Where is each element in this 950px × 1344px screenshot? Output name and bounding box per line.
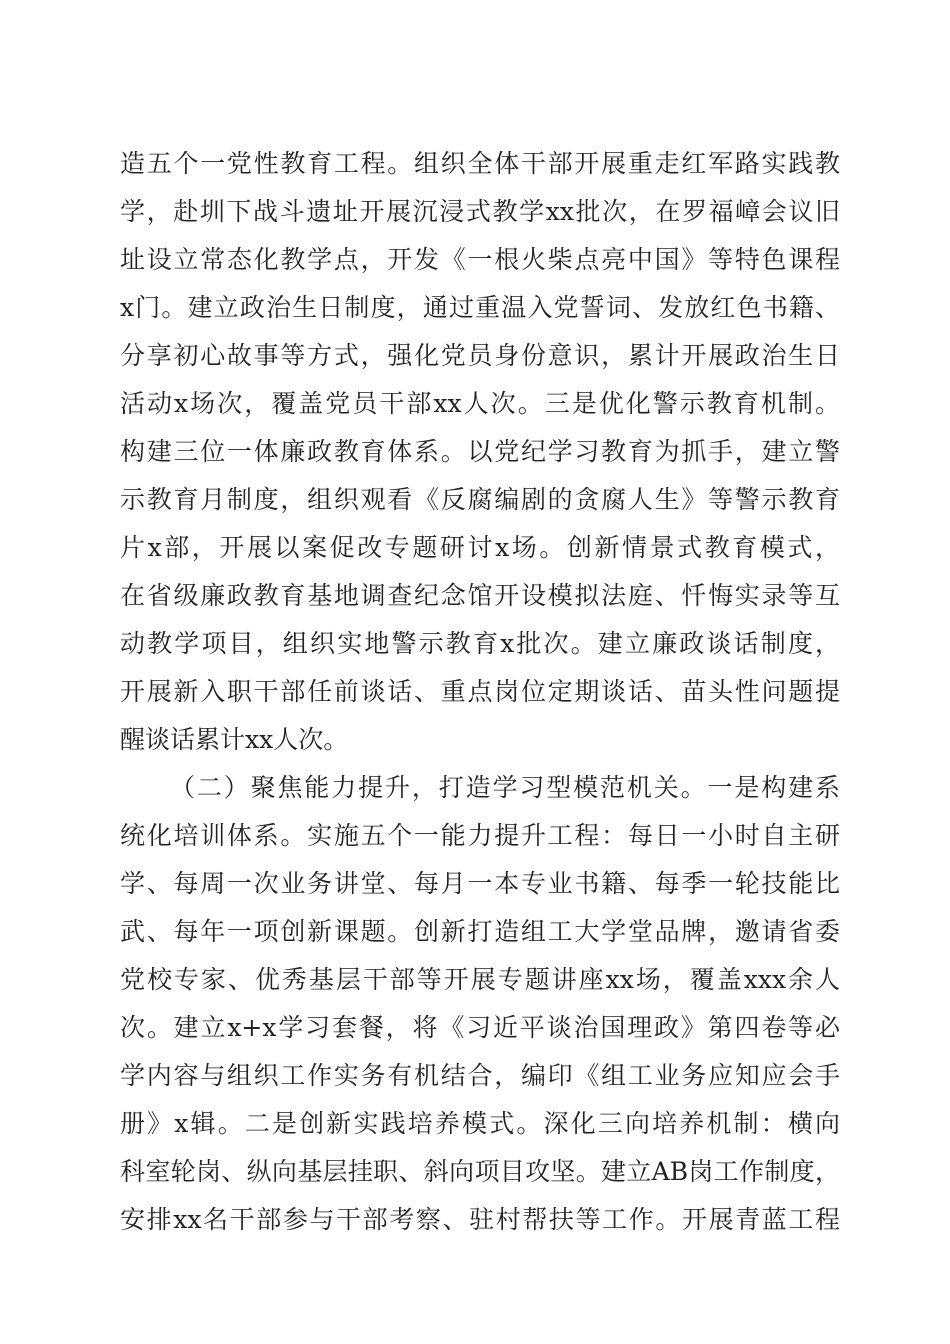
text-line: 造五个一党性教育工程。组织全体干部开展重走红军路实践教 [120, 149, 840, 178]
text-line: 党校专家、优秀基层干部等开展专题讲座xx场，覆盖xxx余人 [120, 965, 840, 994]
text-line: 构建三位一体廉政教育体系。以党纪学习教育为抓手，建立警 [120, 437, 840, 466]
text-line: 学、每周一次业务讲堂、每月一本专业书籍、每季一轮技能比 [120, 869, 840, 898]
text-line: 次。建立x+x学习套餐，将《习近平谈治国理政》第四卷等必 [120, 1013, 840, 1042]
text-line: 统化培训体系。实施五个一能力提升工程：每日一小时自主研 [120, 821, 840, 850]
text-line: 学内容与组织工作实务有机结合，编印《组工业务应知应会手 [120, 1061, 840, 1090]
paragraph-end-line: 醒谈话累计xx人次。 [120, 725, 349, 754]
text-line: 活动x场次，覆盖党员干部xx人次。三是优化警示教育机制。 [120, 389, 840, 418]
text-line: 学，赴圳下战斗遗址开展沉浸式教学xx批次，在罗福嶂会议旧 [120, 197, 840, 226]
text-line: 科室轮岗、纵向基层挂职、斜向项目攻坚。建立AB岗工作制度， [120, 1157, 840, 1186]
body-text [120, 140, 840, 1244]
text-line: 册》x辑。二是创新实践培养模式。深化三向培养机制：横向 [120, 1109, 840, 1138]
text-line: 在省级廉政教育基地调查纪念馆开设模拟法庭、忏悔实录等互 [120, 581, 840, 610]
text-line: 片x部，开展以案促改专题研讨x场。创新情景式教育模式， [120, 533, 840, 562]
section-heading-line: （二）聚焦能力提升，打造学习型模范机关。一是构建系 [170, 773, 840, 802]
text-line: 示教育月制度，组织观看《反腐编剧的贪腐人生》等警示教育 [120, 485, 840, 514]
text-line: 址设立常态化教学点，开发《一根火柴点亮中国》等特色课程 [120, 245, 840, 274]
text-line: 开展新入职干部任前谈话、重点岗位定期谈话、苗头性问题提 [120, 677, 840, 706]
text-line: 动教学项目，组织实地警示教育x批次。建立廉政谈话制度， [120, 629, 840, 658]
text-line: 分享初心故事等方式，强化党员身份意识，累计开展政治生日 [120, 341, 840, 370]
text-line: 武、每年一项创新课题。创新打造组工大学堂品牌，邀请省委 [120, 917, 840, 946]
text-line: x门。建立政治生日制度，通过重温入党誓词、发放红色书籍、 [120, 293, 840, 322]
text-line: 安排xx名干部参与干部考察、驻村帮扶等工作。开展青蓝工程 [120, 1205, 840, 1234]
